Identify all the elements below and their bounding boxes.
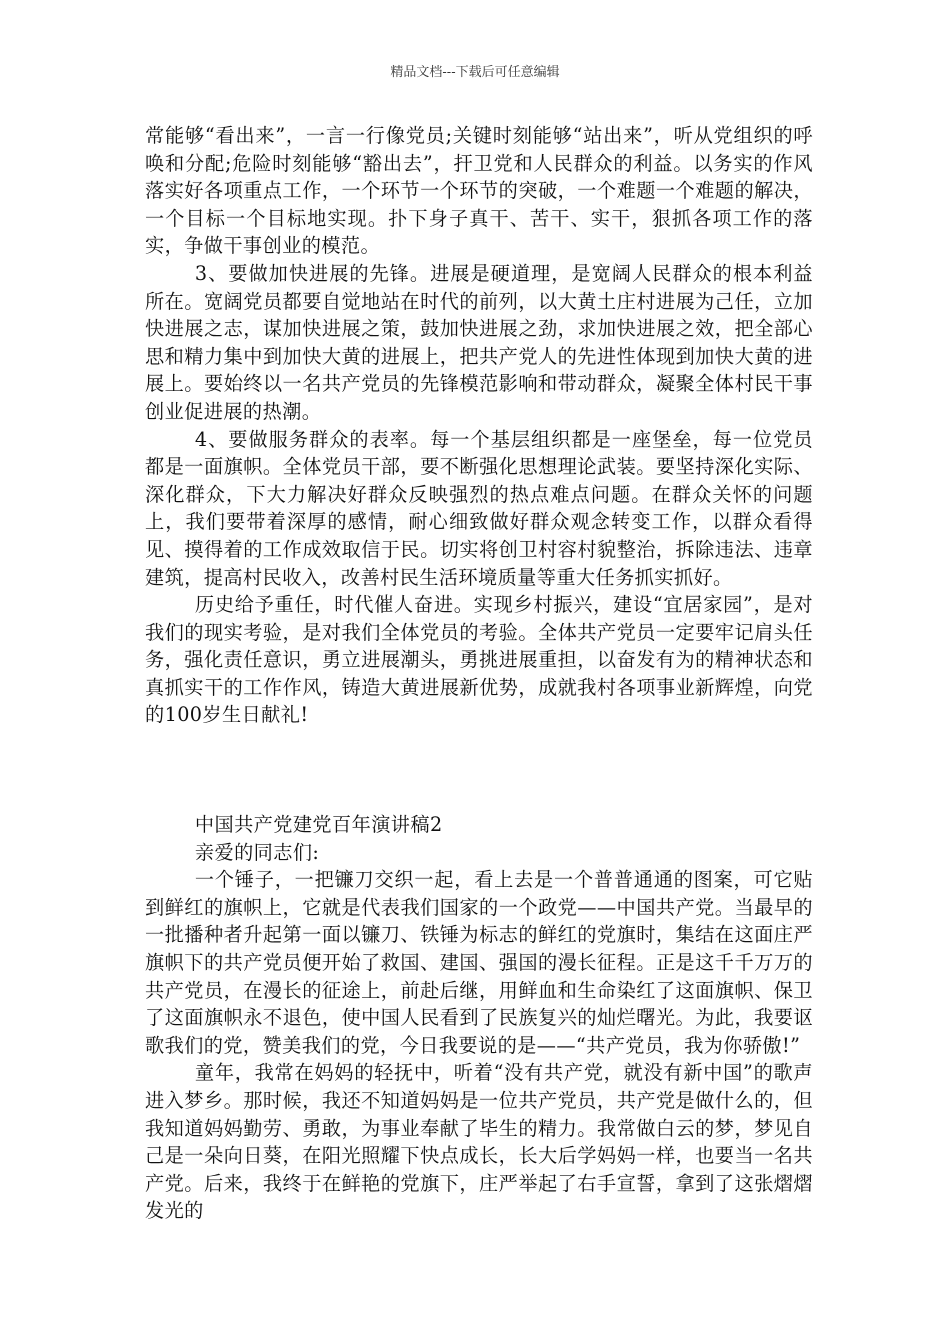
paragraph-continued: 常能够“看出来”，一言一行像党员;关键时刻能够“站出来”，听从党组织的呼唤和分配;危险时刻能够“豁出去”，扞卫党和人民群众的利益。以务实的作风落实好各项重点工作，一个环节一个环节的突破，一个难题一个难题的解决，一个目标一个目标地实现。扑下身子真干、苦干、实干，狠抓各项工作的落实，争做干事创业的模范。 xyxy=(145,124,813,258)
speech-paragraph-1: 一个锤子，一把镰刀交织一起，看上去是一个普普通通的图案，可它贴到鲜红的旗帜上，它就是代表我们国家的一个政党——中国共产党。当最早的一批播种者升起第一面以镰刀、铁锤为标志的鲜红的党旗时，集结在这面庄严旗帜下的共产党员便开始了救国、建国、强国的漫长征程。正是这千千万万的共产党员，在漫长的征途上，前赴后继，用鲜血和生命染红了这面旗帜、保卫了这面旗帜永不退色，使中国人民看到了民族复兴的灿烂曙光。为此，我要讴歌我们的党，赞美我们的党，今日我要说的是——“共产党员，我为你骄傲!” xyxy=(145,868,813,1057)
paragraph-point-3: 3、要做加快进展的先锋。进展是硬道理，是宽阔人民群众的根本利益所在。宽阔党员都要自觉地站在时代的前列，以大黄土庄村进展为己任，立加快进展之志，谋加快进展之策，鼓加快进展之劲，求加快进展之效，把全部心思和精力集中到加快大黄的进展上，把共产党人的先进性体现到加快大黄的进展上。要始终以一名共产党员的先锋模范影响和带动群众，凝聚全体村民干事创业促进展的热潮。 xyxy=(145,261,813,423)
section-spacer xyxy=(145,729,813,811)
paragraph-conclusion: 历史给予重任，时代催人奋进。实现乡村振兴，建设“宜居家园”，是对我们的现实考验，是对我们全体党员的考验。全体共产党员一定要牢记肩头任务，强化责任意识，勇立进展潮头，勇挑进展重担，以奋发有为的精神状态和真抓实干的工作作风，铸造大黄进展新优势，成就我村各项事业新辉煌，向党的100岁生日献礼! xyxy=(145,593,813,727)
paragraph-point-4: 4、要做服务群众的表率。每一个基层组织都是一座堡垒，每一位党员都是一面旗帜。全体党员干部，要不断强化思想理论武装。要坚持深化实际、深化群众，下大力解决好群众反映强烈的热点难点问题。在群众关怀的问题上，我们要带着深厚的感情，耐心细致做好群众观念转变工作，以群众看得见、摸得着的工作成效取信于民。切实将创卫村容村貌整治，拆除违法、违章建筑，提高村民收入，改善村民生活环境质量等重大任务抓实抓好。 xyxy=(145,427,813,589)
section-title: 中国共产党建党百年演讲稿2 xyxy=(194,813,443,837)
speech-paragraph-2: 童年，我常在妈妈的轻抚中，听着“没有共产党，就没有新中国”的歌声进入梦乡。那时候，我还不知道妈妈是一位共产党员，共产党是做什么的，但我知道妈妈勤劳、勇敢，为事业奉献了毕生的精力。我常做白云的梦，梦见自己是一朵向日葵，在阳光照耀下快点成长，长大后学妈妈一样，也要当一名共产党。后来，我终于在鲜艳的党旗下，庄严举起了右手宣誓，拿到了这张熠熠发光的 xyxy=(145,1061,813,1223)
document-body xyxy=(145,122,813,1225)
page-header: 精品文档---下载后可任意编辑 xyxy=(390,65,560,80)
salutation: 亲爱的同志们: xyxy=(194,840,320,864)
